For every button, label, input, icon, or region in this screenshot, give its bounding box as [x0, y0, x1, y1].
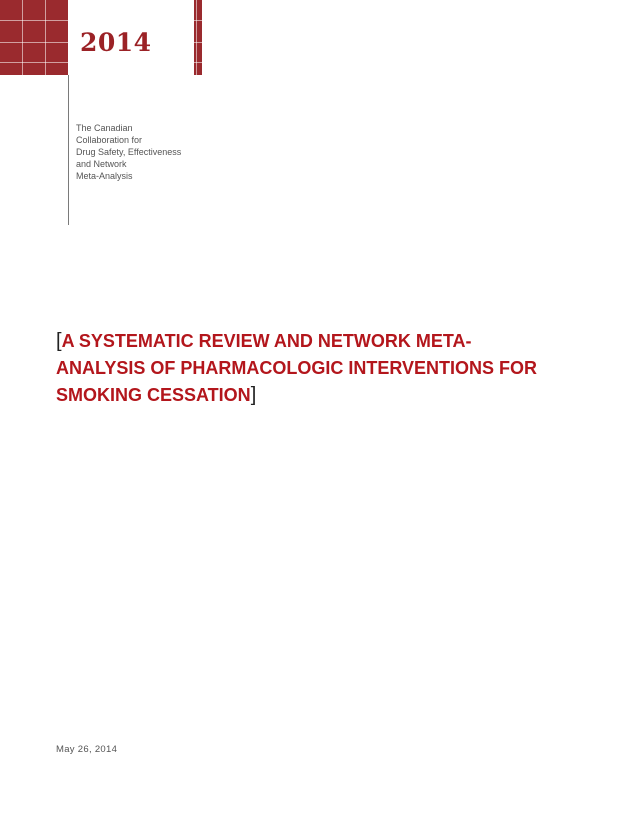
header-color-block: [0, 0, 202, 75]
document-title: [56, 328, 596, 409]
title-line-text: SMOKING CESSATION: [56, 385, 251, 405]
title-line: [56, 328, 596, 355]
title-close-bracket: ]: [250, 384, 257, 406]
header-grid-line: [196, 0, 197, 75]
organization-line: The Canadian: [76, 123, 133, 133]
year-text: 2014: [80, 28, 152, 57]
header-grid-line: [22, 0, 23, 75]
organization-line: Collaboration for: [76, 135, 143, 145]
year-box: [68, 0, 194, 75]
organization-name: [76, 122, 216, 182]
title-line-text: ANALYSIS OF PHARMACOLOGIC INTERVENTIONS FOR: [56, 358, 538, 378]
title-line: [56, 382, 596, 409]
publication-date: May 26, 2014: [56, 744, 118, 755]
title-line: [56, 355, 596, 382]
title-line-text: A SYSTEMATIC REVIEW AND NETWORK META-: [61, 331, 472, 351]
side-rule: [68, 75, 69, 225]
title-open-bracket: [: [56, 330, 62, 352]
organization-line: and Network: [76, 159, 127, 169]
header-grid-line: [45, 0, 46, 75]
organization-line: Drug Safety, Effectiveness: [76, 147, 182, 157]
organization-line: Meta-Analysis: [76, 171, 133, 181]
